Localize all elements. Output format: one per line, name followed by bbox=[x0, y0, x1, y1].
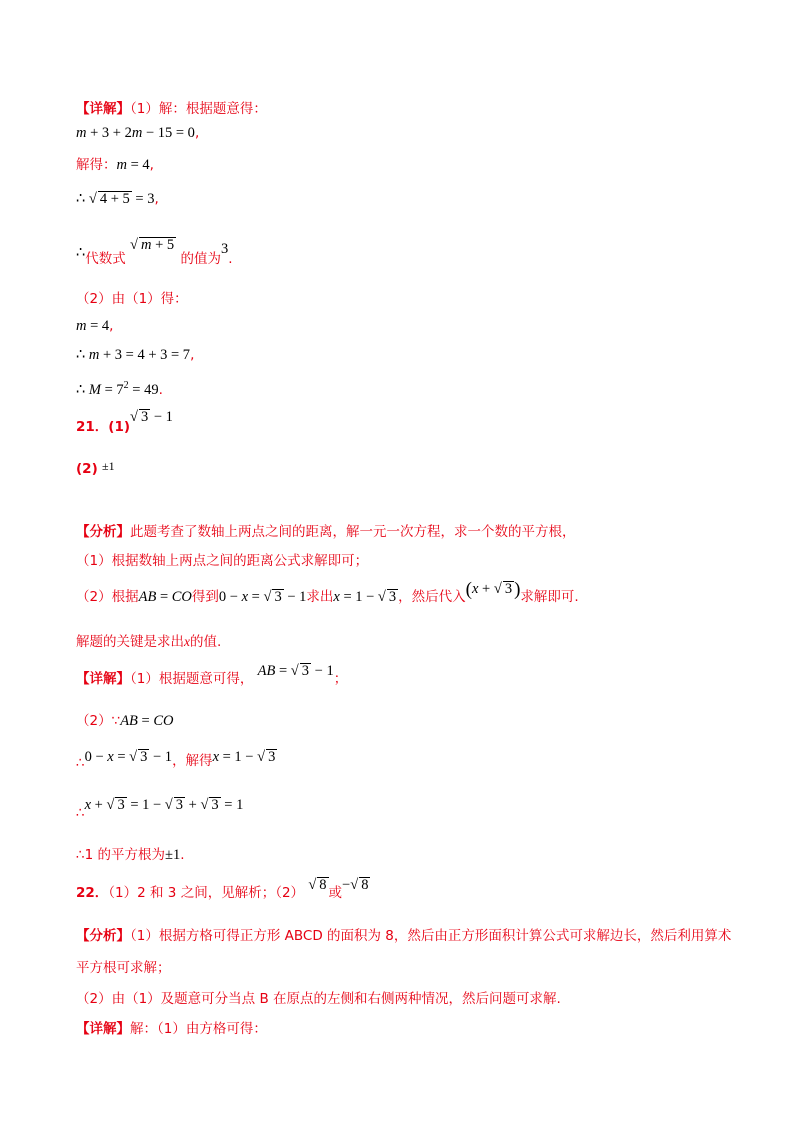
detail-line-1 bbox=[76, 100, 740, 118]
detail-22: 【详解】解：（1）由方格可得： bbox=[76, 1021, 267, 1037]
question-22-answer: 22．（1）2 和 3 之间，见解析；（2） √ 8 或−√ 8 bbox=[76, 877, 369, 901]
analysis-22: 【分析】（1）根据方格可得正方形 ABCD 的面积为 8，然后由正方形面积计算公式可求解边长，然后利用算术平方根可求解； bbox=[76, 928, 732, 976]
sqrt-line: ∴ √ 4 + 5 = 3, bbox=[76, 191, 159, 207]
detail-21-line-3: ∴0 − x = √ 3 − 1，解得x = 1 − √ 3 bbox=[76, 749, 276, 771]
part2-line: （2）由（1）得： bbox=[76, 291, 188, 307]
question-21-answer-1: 21．(1)√ 3 − 1 bbox=[76, 409, 173, 435]
solve-line: 解得：m = 4, bbox=[76, 157, 154, 173]
detail-21-line-1: 【详解】（1）根据题意可得， AB = √ 3 − 1； bbox=[76, 663, 348, 687]
conclusion-line: ∴代数式 √ m + 5 的值为3. bbox=[76, 237, 233, 267]
m-value-line: ∴ $M = 7^2 = 49$. bbox=[76, 380, 163, 398]
detail-21-line-2: （2）∵AB = CO bbox=[76, 713, 174, 729]
analysis-21-line-3: （2）根据AB = CO得到0 − x = √ 3 − 1求出x = 1 − √ 3 ，然后代入(x + √ 3 )求解即可. bbox=[76, 579, 579, 605]
detail-tag: 【详解】 bbox=[76, 101, 130, 117]
analysis-22-part-2: （2）由（1）及题意可分当点 B 在原点的左侧和右侧两种情况，然后问题可求解. bbox=[76, 991, 561, 1007]
sum-line: ∴ m + 3 = 4 + 3 = 7, bbox=[76, 347, 195, 363]
analysis-21-line-2: （1）根据数轴上两点之间的距离公式求解即可； bbox=[76, 553, 369, 569]
question-21-answer-2: (2) ±1 bbox=[76, 459, 115, 477]
math-expr: m + 3 + 2m − 15 = 0 bbox=[76, 125, 195, 141]
m-equals-line: m = 4, bbox=[76, 318, 114, 334]
detail-21-line-4: ∴x + √ 3 = 1 − √ 3 + √ 3 = 1 bbox=[76, 797, 244, 821]
detail-text: （1）解：根据题意得： bbox=[130, 101, 267, 117]
detail-21-line-5: ∴1 的平方根为±1. bbox=[76, 847, 185, 863]
analysis-21-line-1: 【分析】此题考查了数轴上两点之间的距离，解一元一次方程，求一个数的平方根， bbox=[76, 524, 576, 540]
analysis-21-line-4: 解题的关键是求出x的值. bbox=[76, 634, 222, 650]
equation-line-1: m + 3 + 2m − 15 = 0, bbox=[76, 125, 200, 141]
